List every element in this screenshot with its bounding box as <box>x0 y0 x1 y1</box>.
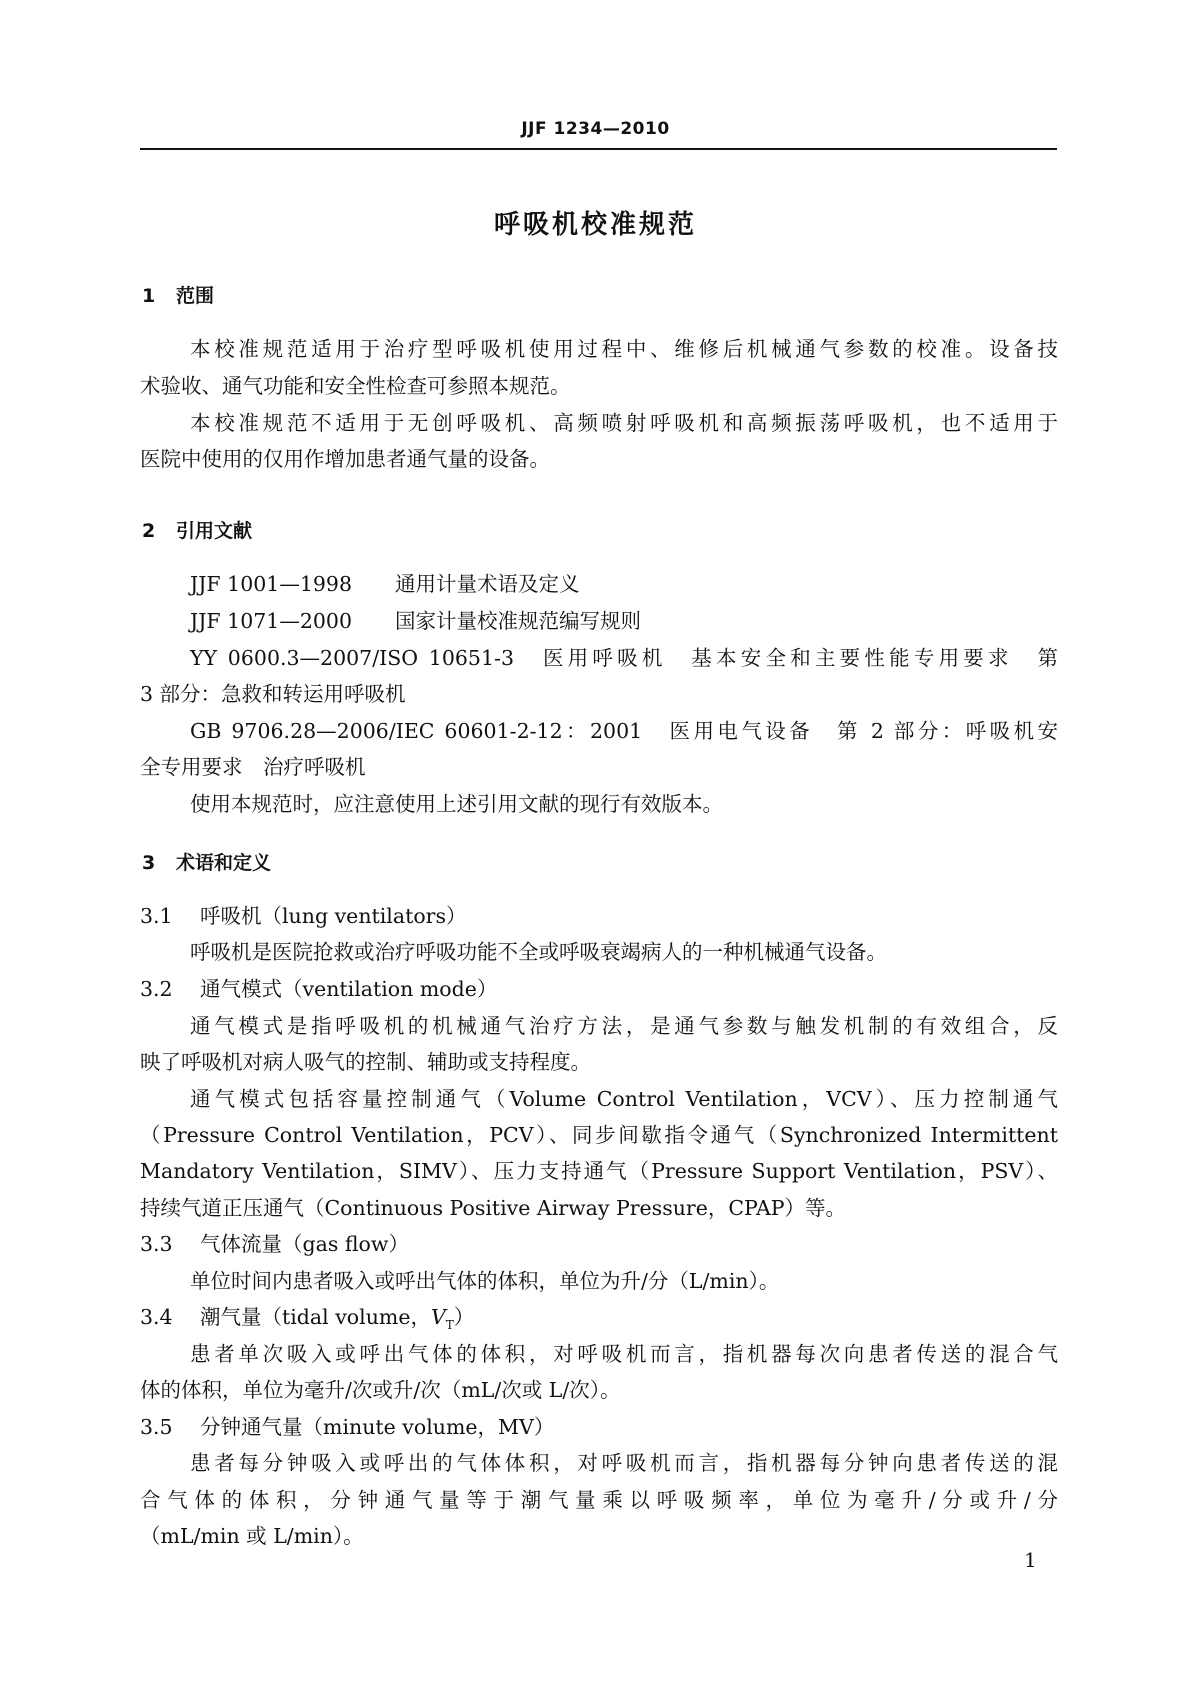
definition-line: Mandatory Ventilation，SIMV）、压力支持通气（Pressure Support Ventilation，PSV）、 <box>140 1159 1058 1183</box>
definition-line: 体的体积，单位为毫升/次或升/次（mL/次或 L/次）。 <box>140 1378 621 1402</box>
reference-note: 使用本规范时，应注意使用上述引用文献的现行有效版本。 <box>190 792 723 816</box>
reference-item: YY 0600.3—2007/ISO 10651-3 医用呼吸机 基本安全和主要性能专用要求 第 <box>190 646 1058 670</box>
term-3-1 <box>140 901 467 931</box>
term-number: 3.1 <box>140 904 173 928</box>
reference-code: JJF 1071—2000 <box>190 609 353 633</box>
term-3-5 <box>140 1412 554 1442</box>
term-name: 呼吸机（lung ventilators） <box>200 904 467 928</box>
definition-line: 患者每分钟吸入或呼出的气体体积，对呼吸机而言，指机器每分钟向患者传送的混 <box>190 1451 1058 1475</box>
page-number: 1 <box>1024 1548 1037 1572</box>
definition-line: 通气模式包括容量控制通气（Volume Control Ventilation，VCV）、压力控制通气 <box>190 1087 1058 1111</box>
reference-title: 通用计量术语及定义 <box>395 572 580 596</box>
term-number: 3.2 <box>140 977 173 1001</box>
paragraph-line: 本校准规范适用于治疗型呼吸机使用过程中、维修后机械通气参数的校准。设备技 <box>190 337 1058 361</box>
definition-line: 呼吸机是医院抢救或治疗呼吸功能不全或呼吸衰竭病人的一种机械通气设备。 <box>190 940 887 964</box>
definition-line: （Pressure Control Ventilation，PCV）、同步间歇指令通气（Synchronized Intermittent <box>140 1123 1058 1147</box>
section-title: 引用文献 <box>176 520 253 542</box>
reference-item-cont: 全专用要求 治疗呼吸机 <box>140 755 366 779</box>
paragraph-line: 医院中使用的仅用作增加患者通气量的设备。 <box>140 447 550 471</box>
term-name: 分钟通气量（minute volume，MV） <box>200 1415 555 1439</box>
definition-line: 通气模式是指呼吸机的机械通气治疗方法，是通气参数与触发机制的有效组合，反 <box>190 1014 1058 1038</box>
term-name: 通气模式（ventilation mode） <box>200 977 498 1001</box>
term-number: 3.5 <box>140 1415 173 1439</box>
definition-line: （mL/min 或 L/min）。 <box>140 1524 364 1548</box>
section-title: 术语和定义 <box>176 852 272 874</box>
definition-line: 合气体的体积，分钟通气量等于潮气量乘以呼吸频率，单位为毫升/分或升/分 <box>140 1488 1058 1512</box>
reference-item: GB 9706.28—2006/IEC 60601-2-12：2001 医用电气设备 第 2 部分：呼吸机安 <box>190 719 1058 743</box>
term-name: 潮气量（tidal volume， <box>200 1305 431 1329</box>
document-title: 呼吸机校准规范 <box>493 210 697 240</box>
term-name: 气体流量（gas flow） <box>200 1232 409 1256</box>
tidal-volume-symbol: V <box>430 1305 446 1329</box>
reference-item <box>190 569 580 599</box>
term-3-4 <box>140 1302 474 1340</box>
header-rule <box>140 148 1057 150</box>
section-number: 1 <box>142 285 156 307</box>
section-number: 2 <box>142 520 156 542</box>
definition-line: 单位时间内患者吸入或呼出气体的体积，单位为升/分（L/min）。 <box>190 1269 780 1293</box>
reference-title: 国家计量校准规范编写规则 <box>395 609 641 633</box>
section-title: 范围 <box>176 285 215 307</box>
section-2-heading <box>142 516 252 543</box>
paragraph-line: 术验收、通气功能和安全性检查可参照本规范。 <box>140 374 571 398</box>
section-1-heading <box>142 281 214 308</box>
section-number: 3 <box>142 852 156 874</box>
reference-item <box>190 606 641 636</box>
reference-code: JJF 1001—1998 <box>190 572 353 596</box>
term-name-close: ） <box>453 1305 475 1329</box>
term-number: 3.4 <box>140 1305 173 1329</box>
paragraph-line: 本校准规范不适用于无创呼吸机、高频喷射呼吸机和高频振荡呼吸机，也不适用于 <box>190 411 1058 435</box>
definition-line: 患者单次吸入或呼出气体的体积，对呼吸机而言，指机器每次向患者传送的混合气 <box>190 1342 1058 1366</box>
section-3-heading <box>142 848 271 875</box>
term-3-3 <box>140 1229 409 1259</box>
definition-line: 持续气道正压通气（Continuous Positive Airway Pressure，CPAP）等。 <box>140 1196 847 1220</box>
term-number: 3.3 <box>140 1232 173 1256</box>
term-3-2 <box>140 974 497 1004</box>
tidal-volume-subscript: T <box>445 1318 454 1333</box>
definition-line: 映了呼吸机对病人吸气的控制、辅助或支持程度。 <box>140 1050 591 1074</box>
reference-item-cont: 3 部分：急救和转运用呼吸机 <box>140 682 406 706</box>
standard-code-header: JJF 1234—2010 <box>521 119 670 139</box>
